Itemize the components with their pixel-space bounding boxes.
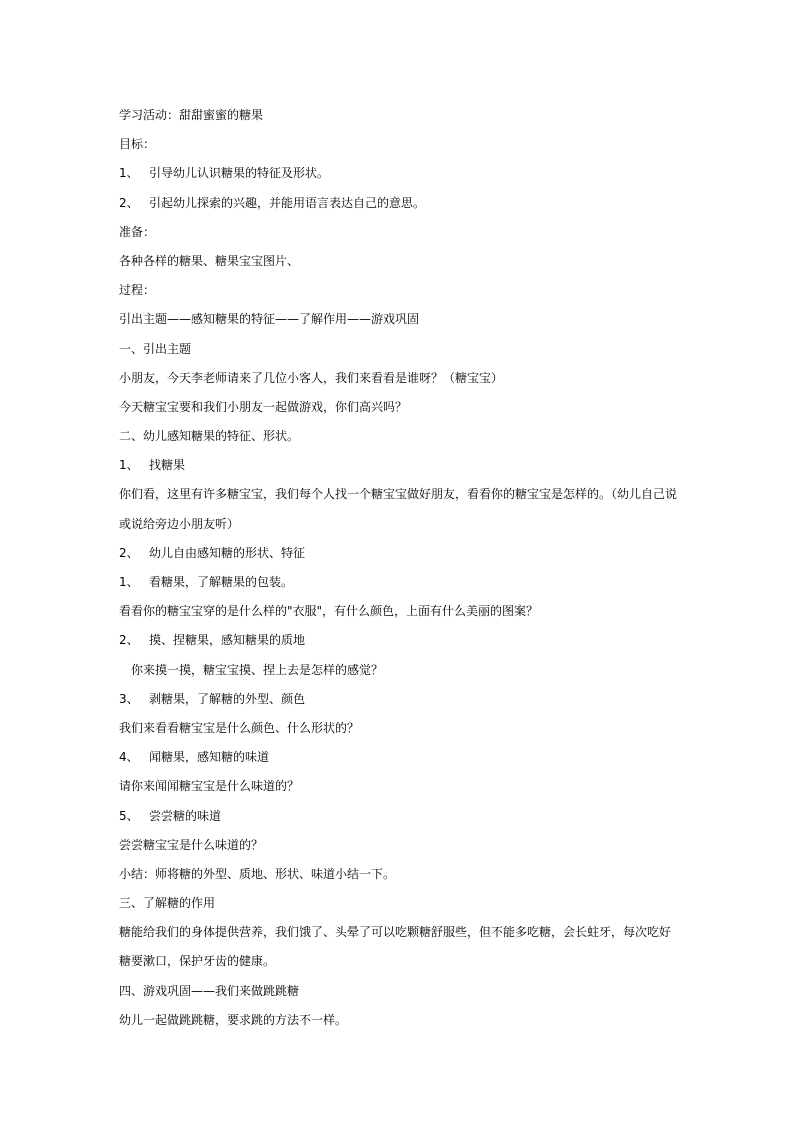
process-flow: 引出主题——感知糖果的特征——了解作用——游戏巩固 [119,312,420,327]
substep-number: 1、 [119,575,139,590]
step-text: 幼儿自由感知糖的形状、特征 [149,545,306,560]
substep-item [119,802,679,831]
goal-number: 2、 [119,195,139,210]
step-text: 找糖果 [149,458,186,473]
section-heading: 三、了解糖的作用 [119,896,216,911]
summary: 小结：师将糖的外型、质地、形状、味道小结一下。 [119,866,396,881]
prep-label: 准备： [119,224,156,239]
paragraph: 你来摸一摸，糖宝宝摸、捏上去是怎样的感觉？ [131,662,384,677]
goal-text: 引起幼儿探索的兴趣，并能用语言表达自己的意思。 [149,195,426,210]
paragraph: 看看你的糖宝宝穿的是什么样的"衣服"，有什么颜色，上面有什么美丽的图案？ [119,604,539,619]
paragraph: 糖能给我们的身体提供营养，我们饿了、头晕了可以吃颗糖舒服些，但不能多吃糖，会长蛀牙，每次吃好糖要漱口，保护牙齿的健康。 [119,925,672,969]
document-body [119,101,679,1035]
paragraph: 尝尝糖宝宝是什么味道的？ [119,837,264,852]
substep-text: 看糖果，了解糖果的包装。 [149,575,294,590]
substep-number: 5、 [119,808,139,823]
step-item [119,451,679,480]
goal-number: 1、 [119,166,139,181]
substep-number: 2、 [119,633,139,648]
paragraph: 小朋友，今天李老师请来了几位小客人，我们来看看是谁呀？（糖宝宝） [119,370,504,385]
goal-label: 目标： [119,137,156,152]
step-item [119,539,679,568]
section-heading: 四、游戏巩固——我们来做跳跳糖 [119,983,300,998]
substep-text: 剥糖果，了解糖的外型、颜色 [149,691,306,706]
step-number: 2、 [119,545,139,560]
goal-text: 引导幼儿认识糖果的特征及形状。 [149,166,330,181]
paragraph: 幼儿一起做跳跳糖，要求跳的方法不一样。 [119,1012,348,1027]
paragraph: 今天糖宝宝要和我们小朋友一起做游戏，你们高兴吗？ [119,399,408,414]
section-heading: 二、幼儿感知糖果的特征、形状。 [119,429,300,444]
substep-item [119,568,679,597]
page-title: 学习活动：甜甜蜜蜜的糖果 [119,108,264,122]
substep-number: 4、 [119,750,139,765]
goal-item [119,159,679,188]
prep-text: 各种各样的糖果、糖果宝宝图片、 [119,253,300,268]
paragraph: 我们来看看糖宝宝是什么颜色、什么形状的？ [119,720,360,735]
substep-item [119,685,679,714]
paragraph: 你们看，这里有许多糖宝宝，我们每个人找一个糖宝宝做好朋友，看看你的糖宝宝是怎样的。（幼儿自己说或说给旁边小朋友听） [119,487,678,531]
substep-text: 摸、捏糖果，感知糖果的质地 [149,633,306,648]
substep-text: 闻糖果，感知糖的味道 [149,750,270,765]
section-heading: 一、引出主题 [119,341,192,356]
substep-number: 3、 [119,691,139,706]
step-number: 1、 [119,458,139,473]
paragraph: 请你来闻闻糖宝宝是什么味道的？ [119,779,300,794]
substep-text: 尝尝糖的味道 [149,808,222,823]
substep-item [119,626,679,655]
process-label: 过程： [119,283,156,298]
goal-item [119,189,679,218]
substep-item [119,743,679,772]
